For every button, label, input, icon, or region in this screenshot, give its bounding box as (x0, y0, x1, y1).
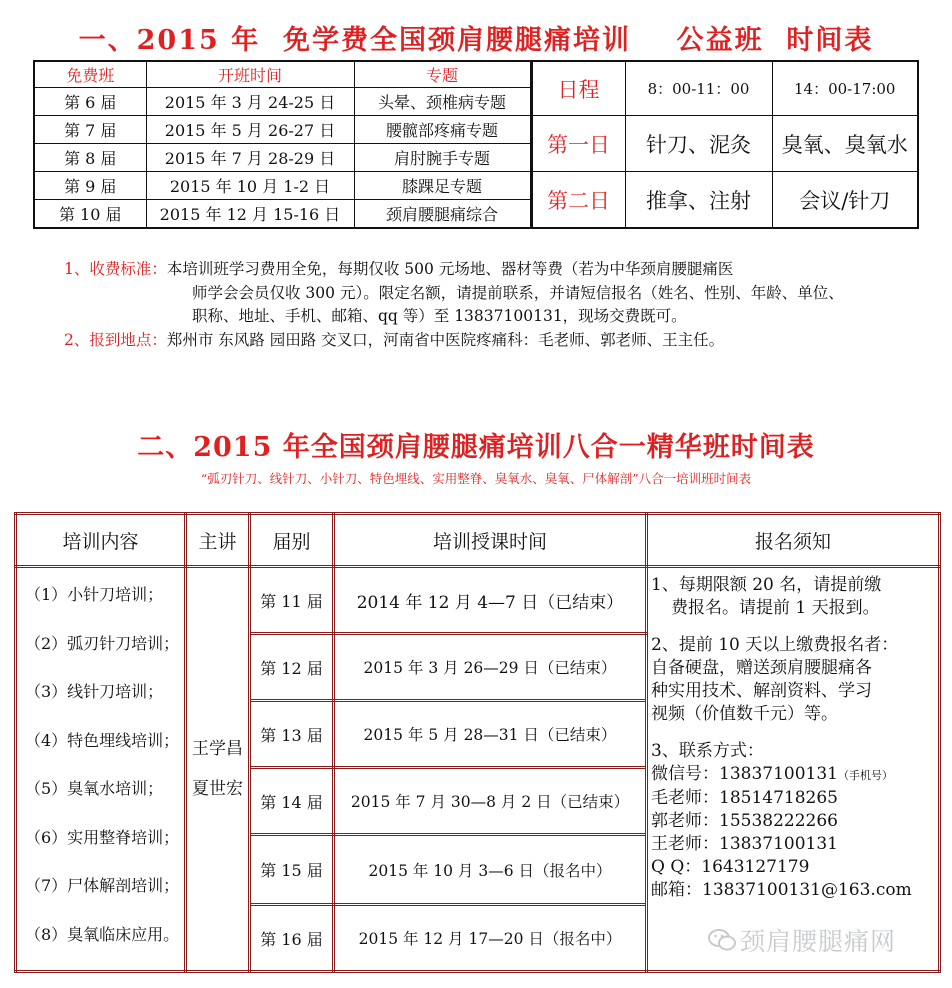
row-class: 第 7 届 (34, 116, 146, 144)
list-item: （8）臭氧临床应用。 (25, 924, 180, 944)
list-item: （2）弧刃针刀培训； (25, 633, 180, 653)
header-notice: 报名须知 (647, 514, 940, 567)
header-content: 培训内容 (16, 514, 186, 567)
day1-afternoon: 臭氧、臭氧水 (772, 116, 918, 172)
session-cell: 第 13 届 (250, 701, 334, 768)
list-item: （6）实用整脊培训； (25, 827, 180, 847)
registration-notice (647, 567, 940, 972)
contact-mao: 毛老师：18514718265 (651, 788, 838, 808)
day1-label: 第一日 (531, 116, 625, 172)
lecturer-name: 王学昌 (192, 739, 243, 759)
row-date: 2015 年 3 月 24-25 日 (146, 88, 354, 116)
session-time: 2014 年 12 月 4—7 日（已结束） (334, 567, 647, 634)
notice-p2-a: 2、提前 10 天以上缴费报名者： (651, 635, 899, 655)
row-topic: 肩肘腕手专题 (354, 144, 531, 172)
row-class: 第 10 届 (34, 200, 146, 229)
schedule-label: 日程 (531, 61, 625, 116)
wechat-icon (708, 929, 736, 951)
fee-label: 1、收费标准： (64, 260, 167, 278)
list-item: （1）小针刀培训； (25, 585, 164, 604)
day1-morning: 针刀、泥灸 (625, 116, 772, 172)
row-date: 2015 年 12 月 15-16 日 (146, 200, 354, 229)
row-date: 2015 年 5 月 26-27 日 (146, 116, 354, 144)
session-cell: 第 15 届 (250, 835, 334, 905)
table-row (34, 172, 918, 200)
notice-contact-title: 3、联系方式： (651, 741, 764, 761)
section2-title: 二、2015 年全国颈肩腰腿痛培训八合一精华班时间表 (137, 432, 815, 463)
fee-line1: 本培训班学习费用全免，每期仅收 500 元场地、器材等费（若为中华颈肩腰腿痛医 (166, 260, 734, 278)
row-topic: 头晕、颈椎病专题 (354, 88, 531, 116)
row-topic: 膝踝足专题 (354, 172, 531, 200)
session-cell: 第 11 届 (250, 567, 334, 634)
watermark-text: 颈肩腰腿痛网 (740, 927, 897, 956)
contact-guo: 郭老师：15538222266 (651, 811, 838, 831)
lecturer-cell (186, 567, 250, 972)
contact-qq: Q Q：1643127179 (651, 857, 810, 877)
list-item: （5）臭氧水培训； (25, 779, 164, 798)
header-class: 免费班 (34, 61, 146, 88)
session-time: 2015 年 3 月 26—29 日（已结束） (334, 634, 647, 701)
notice-p2-b: 自备硬盘，赠送颈肩腰腿痛各 (651, 658, 872, 678)
header-session: 届别 (250, 514, 334, 567)
session-time: 2015 年 5 月 28—31 日（已结束） (334, 701, 647, 768)
list-item: （3）线针刀培训； (25, 682, 164, 701)
section1-title: 一、2015 年 免学费全国颈肩腰腿痛培训 公益班 时间表 (78, 25, 874, 56)
contact-wechat-note: （手机号） (837, 769, 893, 782)
row-topic: 颈肩腰腿痛综合 (354, 200, 531, 229)
schedule-morning: 8：00-11：00 (625, 61, 772, 116)
row-class: 第 6 届 (34, 88, 146, 116)
free-class-table (33, 60, 919, 229)
header-date: 开班时间 (146, 61, 354, 88)
training-content-list (16, 567, 186, 972)
contact-wang: 王老师：13837100131 (651, 834, 838, 854)
row-date: 2015 年 7 月 28-29 日 (146, 144, 354, 172)
session-time: 2015 年 10 月 3—6 日（报名中） (334, 835, 647, 905)
list-item: （4）特色埋线培训； (25, 730, 180, 750)
fee-line2: 师学会会员仅收 300 元）。限定名额，请提前联系，并请短信报名（姓名、性别、年龄、单位、 (192, 283, 844, 302)
session-time: 2015 年 12 月 17—20 日（报名中） (334, 905, 647, 972)
session-cell: 第 16 届 (250, 905, 334, 972)
row-date: 2015 年 10 月 1-2 日 (146, 172, 354, 200)
place-label: 2、报到地点： (64, 330, 167, 349)
fee-notes (64, 258, 894, 352)
day2-label: 第二日 (531, 172, 625, 229)
session-cell: 第 12 届 (250, 634, 334, 701)
table-row (34, 116, 918, 144)
row-class: 第 8 届 (34, 144, 146, 172)
place-text: 郑州市 东风路 园田路 交叉口，河南省中医院疼痛科：毛老师、郭老师、王主任。 (166, 330, 725, 349)
notice-p1-a: 1、每期限额 20 名，请提前缴 (651, 575, 882, 595)
notice-p1-b: 费报名。请提前 1 天报到。 (671, 598, 880, 618)
training-schedule-table (14, 512, 941, 973)
session-cell: 第 14 届 (250, 768, 334, 835)
list-item: （7）尸体解剖培训； (25, 876, 180, 895)
session-time: 2015 年 7 月 30—8 月 2 日（已结束） (334, 768, 647, 835)
header-time: 培训授课时间 (334, 514, 647, 567)
day2-afternoon: 会议/针刀 (772, 172, 918, 229)
contact-wechat: 微信号：13837100131 (651, 764, 838, 784)
row-class: 第 9 届 (34, 172, 146, 200)
schedule-afternoon: 14：00-17:00 (772, 61, 918, 116)
row-topic: 腰髋部疼痛专题 (354, 116, 531, 144)
notice-p2-d: 视频（价值数千元）等。 (651, 704, 838, 724)
day2-morning: 推拿、注射 (625, 172, 772, 229)
section2-subtitle: “弧刃针刀、线针刀、小针刀、特色埋线、实用整脊、臭氧水、臭氧、尸体解剖”八合一培训班时间表 (200, 471, 752, 486)
fee-line3: 职称、地址、手机、邮箱、qq 等）至 13837100131，现场交费既可。 (192, 307, 687, 325)
contact-email: 邮箱：13837100131@163.com (651, 880, 912, 900)
watermark (708, 925, 896, 955)
lecturer-name: 夏世宏 (192, 779, 243, 799)
notice-p2-c: 种实用技术、解剖资料、学习 (651, 681, 872, 701)
header-lecturer: 主讲 (186, 514, 250, 567)
header-topic: 专题 (354, 61, 531, 88)
table-row (16, 567, 940, 634)
